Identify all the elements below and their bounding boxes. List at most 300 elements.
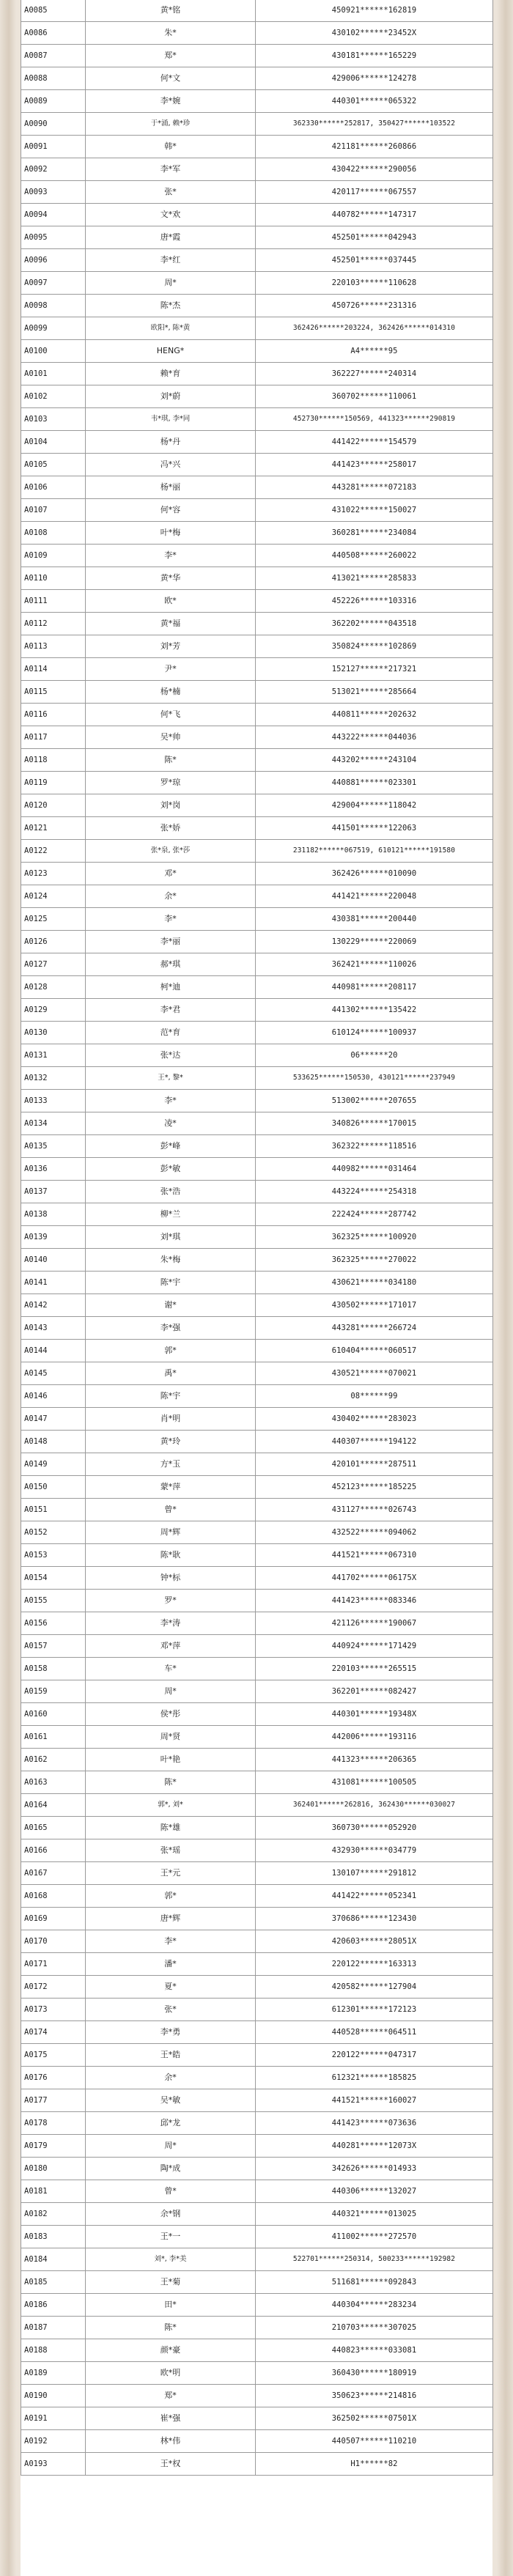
row-idnumber-cell: 450726******231316 <box>256 295 493 317</box>
table-row <box>21 1476 493 1499</box>
row-id-cell: A0110 <box>21 567 86 590</box>
table-row <box>21 1930 493 1953</box>
row-name-cell: 田* <box>86 2294 256 2317</box>
table-row <box>21 2067 493 2089</box>
row-id-cell: A0168 <box>21 1885 86 1908</box>
row-id-cell: A0115 <box>21 681 86 704</box>
row-name-cell: 杨*丽 <box>86 476 256 499</box>
row-id-cell: A0165 <box>21 1817 86 1839</box>
row-id-cell: A0162 <box>21 1749 86 1771</box>
row-id-cell: A0103 <box>21 408 86 431</box>
table-row <box>21 1385 493 1408</box>
row-id-cell: A0154 <box>21 1567 86 1590</box>
row-id-cell: A0185 <box>21 2271 86 2294</box>
row-idnumber-cell: 222424******287742 <box>256 1203 493 1226</box>
row-idnumber-cell: 522701******250314, 500233******192982 <box>256 2248 493 2271</box>
row-id-cell: A0107 <box>21 499 86 522</box>
row-name-cell: 黄*华 <box>86 567 256 590</box>
row-id-cell: A0101 <box>21 363 86 385</box>
row-idnumber-cell: 612321******185825 <box>256 2067 493 2089</box>
table-row <box>21 113 493 136</box>
table-row <box>21 90 493 113</box>
table-row <box>21 385 493 408</box>
row-name-cell: 禹* <box>86 1362 256 1385</box>
row-idnumber-cell: 440981******208117 <box>256 976 493 999</box>
row-name-cell: 潘* <box>86 1953 256 1976</box>
row-name-cell: 朱* <box>86 22 256 45</box>
row-name-cell: 余*钢 <box>86 2203 256 2226</box>
row-name-cell: 欧* <box>86 590 256 613</box>
row-id-cell: A0098 <box>21 295 86 317</box>
row-idnumber-cell: 340826******170015 <box>256 1112 493 1135</box>
table-row <box>21 1726 493 1749</box>
row-name-cell: 李*涛 <box>86 1612 256 1635</box>
row-id-cell: A0148 <box>21 1431 86 1453</box>
row-name-cell: 王*权 <box>86 2453 256 2476</box>
row-idnumber-cell: 440811******202632 <box>256 704 493 726</box>
row-id-cell: A0184 <box>21 2248 86 2271</box>
table-row <box>21 204 493 226</box>
row-name-cell: 刘*岗 <box>86 794 256 817</box>
row-id-cell: A0122 <box>21 840 86 863</box>
table-row <box>21 1635 493 1658</box>
row-id-cell: A0127 <box>21 953 86 976</box>
row-idnumber-cell: 441423******083346 <box>256 1590 493 1612</box>
row-idnumber-cell: 440301******065322 <box>256 90 493 113</box>
row-name-cell: 周* <box>86 1680 256 1703</box>
row-idnumber-cell: 440782******147317 <box>256 204 493 226</box>
table-row <box>21 1181 493 1203</box>
row-id-cell: A0102 <box>21 385 86 408</box>
row-name-cell: 郝*琪 <box>86 953 256 976</box>
table-row <box>21 317 493 340</box>
table-row <box>21 1612 493 1635</box>
table-row <box>21 2294 493 2317</box>
row-idnumber-cell: 610404******060517 <box>256 1340 493 1362</box>
row-id-cell: A0119 <box>21 772 86 794</box>
row-idnumber-cell: 440301******19348X <box>256 1703 493 1726</box>
row-id-cell: A0128 <box>21 976 86 999</box>
table-row <box>21 499 493 522</box>
table-row <box>21 1999 493 2021</box>
row-name-cell: 周* <box>86 2135 256 2158</box>
table-row <box>21 2407 493 2430</box>
row-id-cell: A0109 <box>21 545 86 567</box>
table-row <box>21 158 493 181</box>
row-id-cell: A0153 <box>21 1544 86 1567</box>
table-row <box>21 590 493 613</box>
row-idnumber-cell: 441423******073636 <box>256 2112 493 2135</box>
row-name-cell: 周*贤 <box>86 1726 256 1749</box>
table-row <box>21 431 493 454</box>
row-id-cell: A0113 <box>21 635 86 658</box>
table-row <box>21 1749 493 1771</box>
table-row <box>21 1908 493 1930</box>
row-name-cell: 何*飞 <box>86 704 256 726</box>
row-id-cell: A0130 <box>21 1022 86 1044</box>
row-id-cell: A0157 <box>21 1635 86 1658</box>
row-name-cell: 张*娇 <box>86 817 256 840</box>
row-name-cell: 崔*强 <box>86 2407 256 2430</box>
table-row <box>21 567 493 590</box>
row-name-cell: 李*丽 <box>86 931 256 953</box>
row-idnumber-cell: 511681******092843 <box>256 2271 493 2294</box>
row-id-cell: A0191 <box>21 2407 86 2430</box>
row-name-cell: 陈*杰 <box>86 295 256 317</box>
table-row <box>21 2158 493 2180</box>
row-idnumber-cell: 362202******043518 <box>256 613 493 635</box>
row-name-cell: 黄*铭 <box>86 0 256 22</box>
row-idnumber-cell: 441423******258017 <box>256 454 493 476</box>
row-id-cell: A0126 <box>21 931 86 953</box>
table-row <box>21 2317 493 2339</box>
row-name-cell: 罗* <box>86 1590 256 1612</box>
row-name-cell: 朱*梅 <box>86 1249 256 1272</box>
table-row <box>21 522 493 545</box>
row-id-cell: A0114 <box>21 658 86 681</box>
row-id-cell: A0093 <box>21 181 86 204</box>
table-row <box>21 1544 493 1567</box>
table-row <box>21 1294 493 1317</box>
row-id-cell: A0089 <box>21 90 86 113</box>
row-name-cell: 张* <box>86 1999 256 2021</box>
row-id-cell: A0118 <box>21 749 86 772</box>
table-row <box>21 272 493 295</box>
table-row <box>21 953 493 976</box>
row-idnumber-cell: 440982******031464 <box>256 1158 493 1181</box>
row-idnumber-cell: 610124******100937 <box>256 1022 493 1044</box>
row-id-cell: A0124 <box>21 885 86 908</box>
row-id-cell: A0104 <box>21 431 86 454</box>
row-idnumber-cell: 420117******067557 <box>256 181 493 204</box>
row-name-cell: 李* <box>86 545 256 567</box>
table-row <box>21 2385 493 2407</box>
row-name-cell: 彭*峰 <box>86 1135 256 1158</box>
row-idnumber-cell: 420603******28051X <box>256 1930 493 1953</box>
row-id-cell: A0105 <box>21 454 86 476</box>
row-idnumber-cell: 452123******185225 <box>256 1476 493 1499</box>
row-name-cell: 周*辉 <box>86 1521 256 1544</box>
row-idnumber-cell: 220103******265515 <box>256 1658 493 1680</box>
table-row <box>21 1135 493 1158</box>
row-idnumber-cell: 450921******162819 <box>256 0 493 22</box>
table-row <box>21 45 493 67</box>
row-id-cell: A0131 <box>21 1044 86 1067</box>
row-name-cell: 郑* <box>86 2385 256 2407</box>
table-row <box>21 1453 493 1476</box>
table-row <box>21 794 493 817</box>
table-row <box>21 2089 493 2112</box>
row-name-cell: 柯*迪 <box>86 976 256 999</box>
row-idnumber-cell: 430422******290056 <box>256 158 493 181</box>
row-id-cell: A0156 <box>21 1612 86 1635</box>
row-id-cell: A0125 <box>21 908 86 931</box>
row-idnumber-cell: 362401******262816, 362430******030027 <box>256 1794 493 1817</box>
row-name-cell: 刘*琪 <box>86 1226 256 1249</box>
row-name-cell: 周* <box>86 272 256 295</box>
table-row <box>21 454 493 476</box>
row-id-cell: A0121 <box>21 817 86 840</box>
row-name-cell: 方*玉 <box>86 1453 256 1476</box>
row-idnumber-cell: 513021******285664 <box>256 681 493 704</box>
row-id-cell: A0193 <box>21 2453 86 2476</box>
table-row <box>21 2226 493 2248</box>
row-id-cell: A0106 <box>21 476 86 499</box>
row-idnumber-cell: 440924******171429 <box>256 1635 493 1658</box>
row-idnumber-cell: 362325******100920 <box>256 1226 493 1249</box>
row-id-cell: A0177 <box>21 2089 86 2112</box>
row-idnumber-cell: 452226******103316 <box>256 590 493 613</box>
table-row <box>21 545 493 567</box>
row-id-cell: A0111 <box>21 590 86 613</box>
row-id-cell: A0096 <box>21 249 86 272</box>
row-name-cell: 车* <box>86 1658 256 1680</box>
row-name-cell: 陈*耿 <box>86 1544 256 1567</box>
table-row <box>21 2453 493 2476</box>
row-idnumber-cell: 360730******052920 <box>256 1817 493 1839</box>
row-name-cell: 郭* <box>86 1885 256 1908</box>
row-idnumber-cell: 440508******260022 <box>256 545 493 567</box>
row-name-cell: 邓*萍 <box>86 1635 256 1658</box>
row-name-cell: 赖*育 <box>86 363 256 385</box>
row-id-cell: A0085 <box>21 0 86 22</box>
row-name-cell: HENG* <box>86 340 256 363</box>
row-name-cell: 邱*龙 <box>86 2112 256 2135</box>
row-idnumber-cell: 431081******100505 <box>256 1771 493 1794</box>
row-id-cell: A0129 <box>21 999 86 1022</box>
row-name-cell: 陈*雄 <box>86 1817 256 1839</box>
row-idnumber-cell: 08******99 <box>256 1385 493 1408</box>
row-idnumber-cell: 370686******123430 <box>256 1908 493 1930</box>
table-row <box>21 408 493 431</box>
row-idnumber-cell: 442006******193116 <box>256 1726 493 1749</box>
row-name-cell: 余* <box>86 2067 256 2089</box>
row-name-cell: 钟*标 <box>86 1567 256 1590</box>
row-idnumber-cell: 130229******220069 <box>256 931 493 953</box>
table-row <box>21 908 493 931</box>
row-name-cell: 李*君 <box>86 999 256 1022</box>
row-name-cell: 张*浩 <box>86 1181 256 1203</box>
row-id-cell: A0181 <box>21 2180 86 2203</box>
row-idnumber-cell: 429006******124278 <box>256 67 493 90</box>
table-row <box>21 931 493 953</box>
table-row <box>21 2430 493 2453</box>
row-id-cell: A0144 <box>21 1340 86 1362</box>
row-id-cell: A0092 <box>21 158 86 181</box>
row-idnumber-cell: 06******20 <box>256 1044 493 1067</box>
table-row <box>21 249 493 272</box>
row-id-cell: A0164 <box>21 1794 86 1817</box>
row-name-cell: 肖*明 <box>86 1408 256 1431</box>
row-name-cell: 蒙*萍 <box>86 1476 256 1499</box>
row-name-cell: 黄*福 <box>86 613 256 635</box>
row-id-cell: A0158 <box>21 1658 86 1680</box>
row-name-cell: 陈*宇 <box>86 1385 256 1408</box>
row-name-cell: 罗*琼 <box>86 772 256 794</box>
table-row <box>21 1158 493 1181</box>
row-name-cell: 王*菊 <box>86 2271 256 2294</box>
row-name-cell: 陈* <box>86 1771 256 1794</box>
table-row <box>21 295 493 317</box>
row-idnumber-cell: 452730******150569, 441323******290819 <box>256 408 493 431</box>
row-idnumber-cell: 443281******072183 <box>256 476 493 499</box>
table-row <box>21 726 493 749</box>
row-name-cell: 欧*明 <box>86 2362 256 2385</box>
table-row <box>21 181 493 204</box>
row-name-cell: 陶*成 <box>86 2158 256 2180</box>
row-id-cell: A0139 <box>21 1226 86 1249</box>
row-name-cell: 谢* <box>86 1294 256 1317</box>
row-id-cell: A0169 <box>21 1908 86 1930</box>
row-name-cell: 范*育 <box>86 1022 256 1044</box>
row-id-cell: A0145 <box>21 1362 86 1385</box>
row-name-cell: 李*强 <box>86 1317 256 1340</box>
table-row <box>21 1590 493 1612</box>
row-name-cell: 张*泉, 张*莎 <box>86 840 256 863</box>
row-id-cell: A0176 <box>21 2067 86 2089</box>
table-row <box>21 22 493 45</box>
row-idnumber-cell: 231182******067519, 610121******191580 <box>256 840 493 863</box>
row-id-cell: A0133 <box>21 1090 86 1112</box>
row-idnumber-cell: 210703******307025 <box>256 2317 493 2339</box>
table-row <box>21 1317 493 1340</box>
row-name-cell: 凌* <box>86 1112 256 1135</box>
row-id-cell: A0163 <box>21 1771 86 1794</box>
row-idnumber-cell: 430502******171017 <box>256 1294 493 1317</box>
table-row <box>21 1272 493 1294</box>
table-row <box>21 2044 493 2067</box>
row-name-cell: 张*达 <box>86 1044 256 1067</box>
row-idnumber-cell: 430402******283023 <box>256 1408 493 1431</box>
table-row <box>21 476 493 499</box>
row-name-cell: 李*红 <box>86 249 256 272</box>
table-row <box>21 1067 493 1090</box>
row-name-cell: 何*文 <box>86 67 256 90</box>
row-idnumber-cell: 440307******194122 <box>256 1431 493 1453</box>
table-row <box>21 2203 493 2226</box>
table-row <box>21 749 493 772</box>
row-idnumber-cell: 152127******217321 <box>256 658 493 681</box>
row-id-cell: A0141 <box>21 1272 86 1294</box>
table-row <box>21 1226 493 1249</box>
row-name-cell: 于*涌, 赖*珍 <box>86 113 256 136</box>
row-idnumber-cell: 421126******190067 <box>256 1612 493 1635</box>
row-id-cell: A0172 <box>21 1976 86 1999</box>
row-idnumber-cell: 443224******254318 <box>256 1181 493 1203</box>
table-row <box>21 2021 493 2044</box>
row-idnumber-cell: 432930******034779 <box>256 1839 493 1862</box>
row-idnumber-cell: 362325******270022 <box>256 1249 493 1272</box>
table-row <box>21 2362 493 2385</box>
row-id-cell: A0097 <box>21 272 86 295</box>
row-idnumber-cell: 420101******287511 <box>256 1453 493 1476</box>
row-idnumber-cell: 440306******132027 <box>256 2180 493 2203</box>
table-row <box>21 1976 493 1999</box>
row-idnumber-cell: 413021******285833 <box>256 567 493 590</box>
row-id-cell: A0135 <box>21 1135 86 1158</box>
table-row <box>21 1794 493 1817</box>
row-id-cell: A0140 <box>21 1249 86 1272</box>
row-id-cell: A0117 <box>21 726 86 749</box>
row-name-cell: 郭*, 刘* <box>86 1794 256 1817</box>
row-name-cell: 陈* <box>86 749 256 772</box>
row-idnumber-cell: 441323******206365 <box>256 1749 493 1771</box>
row-name-cell: 李* <box>86 1930 256 1953</box>
table-row <box>21 999 493 1022</box>
row-idnumber-cell: 441421******220048 <box>256 885 493 908</box>
row-name-cell: 韦*琪, 李*同 <box>86 408 256 431</box>
row-name-cell: 叶*艳 <box>86 1749 256 1771</box>
row-idnumber-cell: 220122******047317 <box>256 2044 493 2067</box>
row-name-cell: 李* <box>86 1090 256 1112</box>
row-idnumber-cell: 443222******044036 <box>256 726 493 749</box>
row-idnumber-cell: 440823******033081 <box>256 2339 493 2362</box>
row-id-cell: A0175 <box>21 2044 86 2067</box>
row-idnumber-cell: 452501******042943 <box>256 226 493 249</box>
table-row <box>21 1885 493 1908</box>
row-id-cell: A0120 <box>21 794 86 817</box>
row-idnumber-cell: 431127******026743 <box>256 1499 493 1521</box>
row-id-cell: A0170 <box>21 1930 86 1953</box>
row-name-cell: 李*军 <box>86 158 256 181</box>
row-name-cell: 夏* <box>86 1976 256 1999</box>
row-name-cell: 王*皓 <box>86 2044 256 2067</box>
row-name-cell: 尹* <box>86 658 256 681</box>
table-row <box>21 67 493 90</box>
table-row <box>21 2271 493 2294</box>
table-row <box>21 2339 493 2362</box>
row-idnumber-cell: 430102******23452X <box>256 22 493 45</box>
row-id-cell: A0099 <box>21 317 86 340</box>
row-id-cell: A0132 <box>21 1067 86 1090</box>
row-name-cell: 韩* <box>86 136 256 158</box>
table-row <box>21 1044 493 1067</box>
table-row <box>21 840 493 863</box>
row-idnumber-cell: 513002******207655 <box>256 1090 493 1112</box>
row-idnumber-cell: 360702******110061 <box>256 385 493 408</box>
row-name-cell: 柳*兰 <box>86 1203 256 1226</box>
row-idnumber-cell: 130107******291812 <box>256 1862 493 1885</box>
row-name-cell: 刘*芳 <box>86 635 256 658</box>
table-row <box>21 1658 493 1680</box>
row-idnumber-cell: 441702******06175X <box>256 1567 493 1590</box>
row-id-cell: A0192 <box>21 2430 86 2453</box>
row-idnumber-cell: 440321******013025 <box>256 2203 493 2226</box>
table-row <box>21 817 493 840</box>
table-row <box>21 2248 493 2271</box>
row-id-cell: A0161 <box>21 1726 86 1749</box>
row-idnumber-cell: 360430******180919 <box>256 2362 493 2385</box>
table-row <box>21 0 493 22</box>
row-id-cell: A0100 <box>21 340 86 363</box>
table-row <box>21 2135 493 2158</box>
row-id-cell: A0088 <box>21 67 86 90</box>
winner-table <box>21 0 493 2476</box>
row-id-cell: A0188 <box>21 2339 86 2362</box>
table-row <box>21 613 493 635</box>
row-name-cell: 李*勇 <box>86 2021 256 2044</box>
row-idnumber-cell: 430621******034180 <box>256 1272 493 1294</box>
row-name-cell: 彭*敏 <box>86 1158 256 1181</box>
table-row <box>21 1817 493 1839</box>
row-id-cell: A0138 <box>21 1203 86 1226</box>
table-row <box>21 1521 493 1544</box>
row-name-cell: 吴*帅 <box>86 726 256 749</box>
row-name-cell: 文*欢 <box>86 204 256 226</box>
row-idnumber-cell: 441422******154579 <box>256 431 493 454</box>
row-idnumber-cell: 441521******067310 <box>256 1544 493 1567</box>
row-idnumber-cell: 220122******163313 <box>256 1953 493 1976</box>
